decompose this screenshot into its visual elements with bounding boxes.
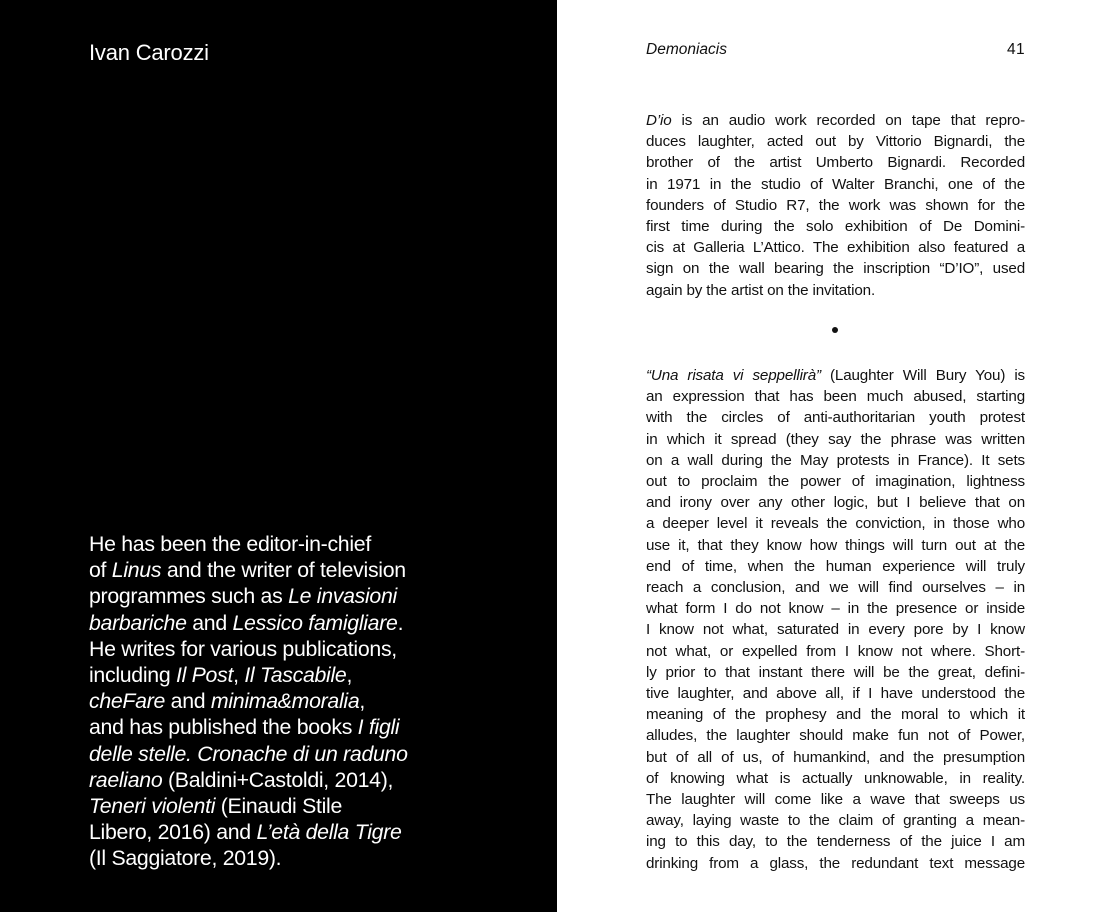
text-line <box>646 386 1025 407</box>
text-line <box>89 557 459 583</box>
text-run: out to proclaim the power of imagination, lightness <box>646 473 1025 491</box>
text-run: of knowing what is actually unknowable, in reality. <box>646 769 1025 787</box>
text-line <box>646 450 1025 471</box>
text-run: (Einaudi Stile <box>215 794 343 819</box>
page-number: 41 <box>1006 41 1025 58</box>
author-bio <box>89 531 459 872</box>
text-line <box>89 714 459 740</box>
text-run: Libero, 2016) and <box>89 820 257 845</box>
text-run: meaning of the prophesy and the moral to which it <box>646 706 1025 724</box>
text-run: in 1971 in the studio of Walter Branchi, one of the <box>646 175 1025 193</box>
text-line <box>646 471 1025 492</box>
text-run: and irony over any other logic, but I believe that on <box>646 494 1025 512</box>
text-run: not what, or expelled from I know not where. Short- <box>646 642 1025 660</box>
italic-run: D’io <box>646 112 672 129</box>
text-run: , <box>346 663 353 688</box>
text-line <box>646 195 1025 216</box>
text-run: end of time, when the human experience will truly <box>646 557 1025 575</box>
text-run: including <box>89 663 176 688</box>
text-line <box>646 237 1025 258</box>
text-run: I know not what, saturated in every pore by I know <box>646 621 1025 639</box>
text-run: brother of the artist Umberto Bignardi. Recorded <box>646 154 1025 172</box>
text-line <box>646 725 1025 746</box>
text-run: , <box>359 689 365 714</box>
text-line <box>646 110 1025 131</box>
text-line <box>646 768 1025 789</box>
section-divider-dot <box>832 327 838 333</box>
running-head <box>646 40 1025 60</box>
text-line <box>646 258 1025 279</box>
italic-run: cheFare <box>89 689 166 714</box>
running-title: Demoniacis <box>646 41 727 58</box>
italic-run: raeliano <box>89 767 163 792</box>
text-line <box>646 662 1025 683</box>
paragraph-dio <box>646 110 1025 301</box>
text-line <box>89 662 459 688</box>
text-run: (Laughter Will Bury You) is <box>820 367 1025 384</box>
text-run: cis at Galleria L’Attico. The exhibition also featured a <box>646 239 1025 257</box>
text-line <box>646 704 1025 725</box>
italic-run: Il Tascabile <box>244 663 347 688</box>
text-run: ing to this day, to the tenderness of the juice I am <box>646 833 1025 851</box>
italic-run: “Una risata vi seppellirà” <box>646 367 821 384</box>
text-line <box>646 598 1025 619</box>
italic-run: barbariche <box>89 610 187 635</box>
text-line <box>89 845 459 871</box>
text-run: drinking from a glass, the redundant text message <box>646 854 1025 872</box>
text-line <box>646 535 1025 556</box>
text-line <box>646 831 1025 852</box>
text-run: is an audio work recorded on tape that repro- <box>671 112 1025 129</box>
italic-run: Linus <box>111 558 162 583</box>
text-run: alludes, the laughter should make fun not of Power, <box>646 727 1025 745</box>
italic-run: Il Post <box>175 663 234 688</box>
text-line <box>646 853 1025 874</box>
text-line <box>89 636 459 662</box>
text-line <box>646 429 1025 450</box>
text-run: He has been the editor-in-chief <box>89 532 371 556</box>
text-run: tive laughter, and above all, if I have understood the <box>646 685 1025 703</box>
text-line <box>646 789 1025 810</box>
text-run: with the circles of anti-authoritarian youth protest <box>646 409 1025 427</box>
text-line <box>646 174 1025 195</box>
text-run: but of all of us, of humankind, and the presumption <box>646 748 1025 766</box>
paragraph-una-risata <box>646 365 1025 874</box>
text-line <box>646 641 1025 662</box>
text-line <box>646 577 1025 598</box>
text-run: in which it spread (they say the phrase was written <box>646 430 1025 448</box>
text-run: and <box>186 610 233 635</box>
text-run: and <box>165 689 211 714</box>
italic-run: Le invasioni <box>288 584 397 609</box>
text-run: and the writer of television <box>161 558 406 583</box>
text-run: (Baldini+Castoldi, 2014), <box>162 767 394 792</box>
text-run: . <box>397 610 404 635</box>
text-line <box>646 280 1025 301</box>
text-line <box>646 810 1025 831</box>
text-line <box>646 492 1025 513</box>
text-run: He writes for various publications, <box>89 636 397 661</box>
text-run: and has published the books <box>89 715 358 740</box>
text-run: The laughter will come like a wave that sweeps us <box>646 791 1025 809</box>
text-line <box>646 619 1025 640</box>
text-line <box>646 216 1025 237</box>
italic-run: delle stelle. Cronache di un raduno <box>89 741 408 766</box>
text-line <box>89 767 459 793</box>
text-line <box>646 513 1025 534</box>
italic-run: Lessico famigliare <box>232 610 398 635</box>
italic-run: minima&moralia <box>210 689 360 714</box>
text-line <box>646 747 1025 768</box>
text-run: again by the artist on the invitation. <box>646 281 876 299</box>
text-run: a deeper level it reveals the conviction, in those who <box>646 515 1025 533</box>
text-line <box>646 365 1025 386</box>
text-run: of <box>89 558 112 583</box>
text-line <box>89 610 459 636</box>
text-line <box>646 131 1025 152</box>
text-line <box>646 407 1025 428</box>
text-run: (Il Saggiatore, 2019). <box>89 846 282 871</box>
text-run: an expression that has been much abused, starting <box>646 388 1025 406</box>
text-line <box>89 793 459 819</box>
italic-run: I figli <box>357 715 400 740</box>
text-run: duces laughter, acted out by Vittorio Bignardi, the <box>646 133 1025 151</box>
text-run: , <box>233 663 245 688</box>
text-run: away, laying waste to the claim of granting a mean- <box>646 812 1025 830</box>
text-line <box>646 152 1025 173</box>
text-line <box>89 819 459 845</box>
author-name: Ivan Carozzi <box>89 40 209 65</box>
text-line <box>646 556 1025 577</box>
text-line <box>89 741 459 767</box>
text-run: on a wall during the May protests in France). It sets <box>646 451 1025 469</box>
italic-run: L’età della Tigre <box>256 820 402 845</box>
italic-run: Teneri violenti <box>89 794 216 819</box>
text-line <box>89 688 459 714</box>
text-run: ly prior to that instant there will be the great, defini- <box>646 663 1025 681</box>
text-run: what form I do not know – in the presence or inside <box>646 600 1025 618</box>
text-line <box>646 683 1025 704</box>
text-run: founders of Studio R7, the work was shown for the <box>646 196 1025 214</box>
text-run: first time during the solo exhibition of De Domini- <box>646 218 1025 236</box>
text-run: programmes such as <box>89 584 289 609</box>
text-run: sign on the wall bearing the inscription “D’IO”, used <box>646 260 1025 278</box>
text-line <box>89 583 459 609</box>
text-run: reach a conclusion, and we will find ourselves – in <box>646 579 1025 597</box>
text-line <box>89 531 459 557</box>
text-run: use it, that they know how things will turn out at the <box>646 536 1025 554</box>
right-page <box>557 0 1113 912</box>
